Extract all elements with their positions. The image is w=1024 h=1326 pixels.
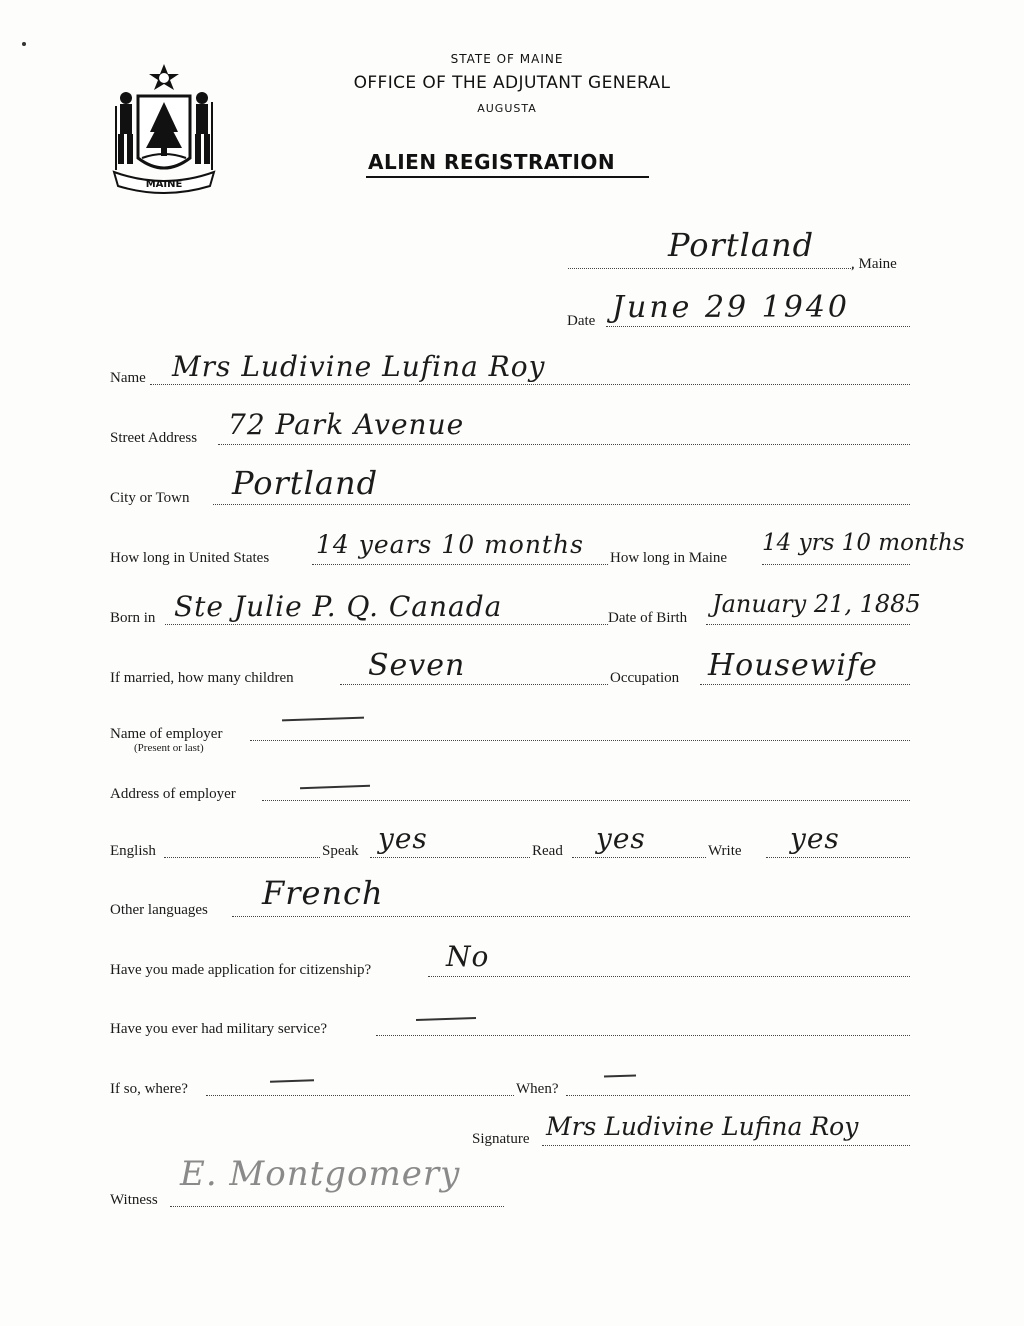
employer-line [250,740,910,741]
read-line [572,857,706,858]
city-value: Portland [232,464,379,502]
when-line [566,1095,910,1096]
children-value: Seven [368,648,466,683]
signature-value: Mrs Ludivine Lufina Roy [546,1112,859,1141]
english-label: English [110,843,156,859]
place-value: Portland [668,226,815,264]
date-label: Date [567,313,596,329]
military-dash [416,1017,476,1021]
when-dash [604,1074,636,1077]
occupation-value: Housewife [708,648,878,683]
signature-line [542,1145,910,1146]
military-line [376,1035,910,1036]
speak-label: Speak [322,843,359,859]
born-in-value: Ste Julie P. Q. Canada [174,590,503,623]
how-long-us-value: 14 years 10 months [316,530,584,559]
employer-address-line [262,800,910,801]
other-languages-line [232,916,910,917]
name-value: Mrs Ludivine Lufina Roy [172,350,546,383]
name-label: Name [110,370,146,386]
header-state: STATE OF MAINE [450,52,564,66]
page-speck [22,42,26,46]
employer-address-label: Address of employer [110,786,236,802]
how-long-maine-value: 14 yrs 10 months [762,530,965,556]
where-label: If so, where? [110,1081,188,1097]
maine-label: , Maine [851,256,897,272]
street-value: 72 Park Avenue [228,408,465,441]
when-label: When? [516,1081,559,1097]
street-label: Street Address [110,430,198,446]
occupation-line [700,684,910,685]
witness-line [170,1206,504,1207]
write-label: Write [708,843,742,859]
signature-label: Signature [472,1131,530,1147]
children-line [340,684,608,685]
dob-value: January 21, 1885 [712,590,921,618]
employer-address-dash [300,785,370,789]
dob-line [706,624,910,625]
date-value: June 29 1940 [612,290,851,325]
read-value: yes [596,822,646,855]
form-title: ALIEN REGISTRATION [368,150,616,174]
read-label: Read [532,843,563,859]
witness-value: E. Montgomery [180,1154,461,1194]
how-long-us-label: How long in United States [110,550,270,566]
write-line [766,857,910,858]
witness-label: Witness [110,1192,158,1208]
citizenship-line [428,976,910,977]
place-line [568,268,853,269]
employer-label: Name of employer [110,726,223,742]
employer-dash [282,717,364,721]
dob-label: Date of Birth [608,610,688,626]
where-dash [270,1079,314,1082]
military-label: Have you ever had military service? [110,1021,327,1037]
svg-text:MAINE: MAINE [145,179,183,190]
speak-value: yes [378,822,428,855]
other-languages-value: French [262,874,384,912]
how-long-maine-line [762,564,910,565]
how-long-maine-label: How long in Maine [610,550,728,566]
write-value: yes [790,822,840,855]
employer-note: (Present or last) [134,742,204,754]
born-in-line [165,624,608,625]
children-label: If married, how many children [110,670,294,686]
citizenship-value: No [446,940,490,973]
city-line [213,504,910,505]
where-line [206,1095,514,1096]
header-office: OFFICE OF THE ADJUTANT GENERAL [353,73,671,93]
occupation-label: Occupation [610,670,680,686]
born-in-label: Born in [110,610,156,626]
citizenship-label: Have you made application for citizenship? [110,962,372,978]
street-line [218,444,910,445]
english-line [164,857,320,858]
how-long-us-line [312,564,608,565]
city-label: City or Town [110,490,190,506]
other-languages-label: Other languages [110,902,208,918]
name-line [150,384,910,385]
date-line [606,326,910,327]
title-underline [366,176,649,178]
speak-line [370,857,530,858]
header-city: AUGUSTA [477,102,537,115]
